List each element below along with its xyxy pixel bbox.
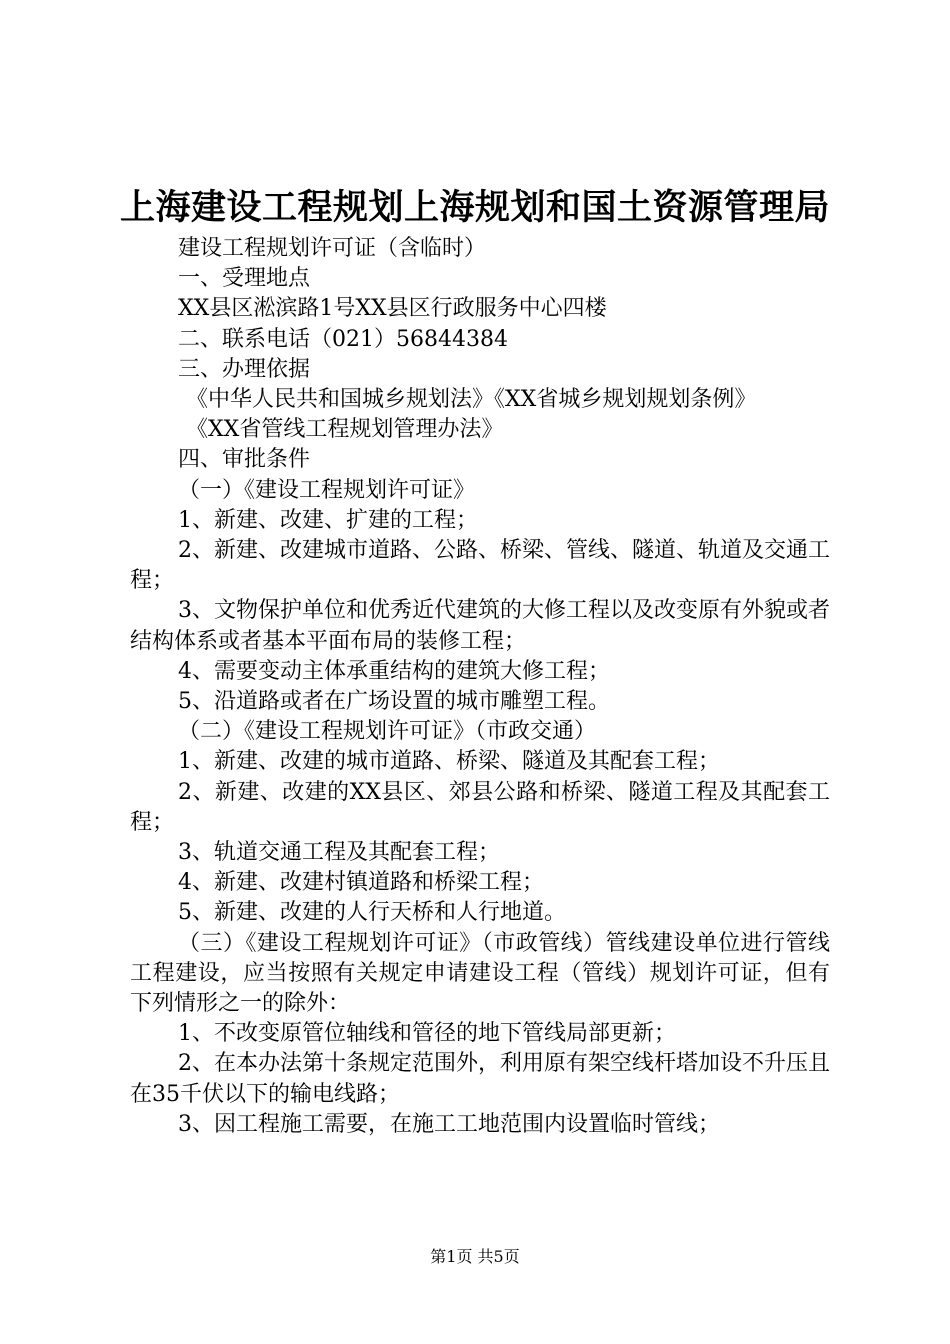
paragraph: 3、文物保护单位和优秀近代建筑的大修工程以及改变原有外貌或者结构体系或者基本平面布局的装修工程； (130, 598, 830, 654)
paragraph: 2、新建、改建的XX县区、郊县公路和桥梁、隧道工程及其配套工程； (130, 779, 830, 835)
paragraph: 二、联系电话（021）56844384 (178, 326, 508, 352)
paragraph: 4、需要变动主体承重结构的建筑大修工程； (178, 658, 610, 684)
paragraph: 3、因工程施工需要，在施工工地范围内设置临时管线； (178, 1111, 720, 1137)
paragraph: 5、新建、改建的人行天桥和人行地道。 (178, 900, 566, 926)
paragraph: 建设工程规划许可证（含临时） (178, 236, 487, 261)
paragraph: 4、新建、改建村镇道路和桥梁工程； (178, 870, 544, 896)
paragraph: （三）《建设工程规划许可证》（市政管线）管线建设单位进行管线工程建设，应当按照有关规定申请建设工程（管线）规划许可证，但有下列情形之一的除外： (130, 930, 830, 1017)
paragraph: 《中华人民共和国城乡规划法》《XX省城乡规划规划条例》 (186, 387, 757, 413)
page-footer: 第1页 共5页 (430, 1247, 520, 1266)
paragraph: 《XX省管线工程规划管理办法》 (186, 417, 504, 443)
paragraph: XX县区淞滨路1号XX县区行政服务中心四楼 (178, 296, 607, 322)
paragraph: 四、审批条件 (178, 447, 311, 473)
paragraph: 5、沿道路或者在广场设置的城市雕塑工程。 (178, 689, 610, 715)
paragraph: 2、在本办法第十条规定范围外，利用原有架空线杆塔加设不升压且在35千伏以下的输电线路； (130, 1051, 830, 1107)
paragraph: 一、受理地点 (178, 266, 311, 292)
document-title: 上海建设工程规划上海规划和国土资源管理局 (119, 187, 830, 228)
paragraph: 1、不改变原管位轴线和管径的地下管线局部更新； (178, 1021, 676, 1047)
paragraph: 1、新建、改建的城市道路、桥梁、隧道及其配套工程； (178, 749, 720, 775)
paragraph: 3、轨道交通工程及其配套工程； (178, 840, 500, 866)
paragraph: （一）《建设工程规划许可证》 (178, 477, 476, 503)
document-body (130, 234, 830, 1140)
paragraph: 三、办理依据 (178, 356, 311, 382)
paragraph: 2、新建、改建城市道路、公路、桥梁、管线、隧道、轨道及交通工程； (130, 538, 830, 594)
paragraph: 1、新建、改建、扩建的工程； (178, 507, 478, 533)
paragraph: （二）《建设工程规划许可证》（市政交通） (178, 719, 597, 745)
